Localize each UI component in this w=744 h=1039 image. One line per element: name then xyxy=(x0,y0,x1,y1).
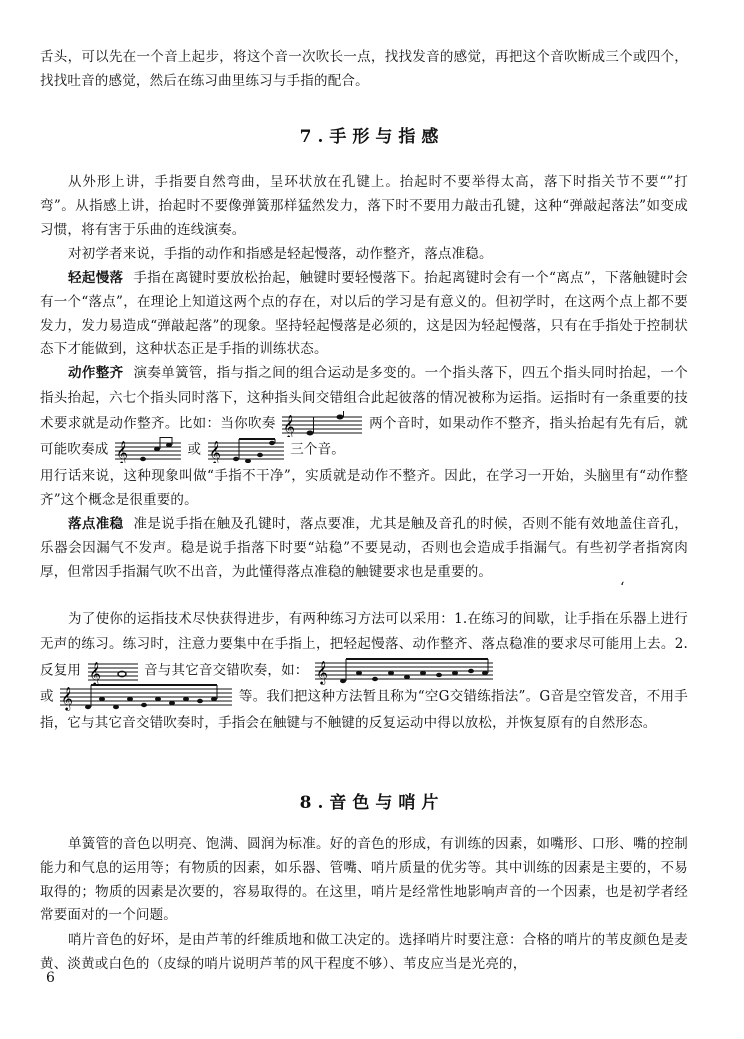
section-7-para-7-cont xyxy=(40,683,688,736)
section-7-title: 7.手形与指感 xyxy=(299,127,445,147)
para-4-text-a: 演奏单簧管，指与指之间的组合运动是多变的。一个指头落下，四五个指头同时抬起，一个指头抬起，六七个指头同时落下，这种指头间交错组合此起彼落的情况被称为运指。运指时有一条重要的技术要求就是动作整齐。比如：当你吹奏 xyxy=(40,365,688,432)
section-7-para-2: 对初学者来说，手指的动作和指感是轻起慢落，动作整齐，落点准稳。 xyxy=(68,246,493,262)
section-8-para-1: 单簧管的音色以明亮、饱满、圆润为标准。好的音色的形成，有训练的因素，如嘴形、口形、嘴的控制能力和气息的运用等；有物质的因素，如乐器、管嘴、哨片质量的优劣等。其中训练的因素是主要的，不易取得的；物质的因素是次要的，容易取得的。在这里，哨片是经常性地影响声音的一个因素，也是初学者经常要面对的一个问题。 xyxy=(40,836,688,924)
section-7-para-7 xyxy=(40,607,688,685)
svg-text:𝄞: 𝄞 xyxy=(88,661,101,684)
svg-text:𝄞: 𝄞 xyxy=(208,440,221,463)
music-notation-exercise-2 xyxy=(58,683,234,711)
para-3-text: 手指在离键时要放松抬起，触键时要轻慢落下。抬起离键时会有一个“离点”，下落触键时会有一个“落点”，在理论上知道这两个点的存在，对以后的学习是有意义的。但初学时，在这两个点上都不要发力，发力易造成“弹敲起落”的现象。坚持轻起慢落是必须的，这是因为轻起慢落，只有在手指处于控制状态下才能做到，这种状态正是手指的训练状态。 xyxy=(40,270,688,358)
para-7-text-c: 等。我们把这种方法暂且称为“空G交错练指法”。G音是空管发音，不用手指，它与其它音交错吹奏时，手指会在触键与不触键的反复运动中得以放松，并恢复原有的自然形态。 xyxy=(40,688,689,731)
para-6-text: 准是说手指在触及孔键时，落点要准，尤其是触及音孔的时候，否则不能有效地盖住音孔，乐器会因漏气不发声。稳是说手指落下时要“站稳”不要晃动，否则也会造成手指漏气。有些初学者指窝肉厚，但常因手指漏气吹不出音，为此懂得落点准稳的触键要求也是重要的。 xyxy=(40,516,688,580)
para-7-text-a: 为了使你的运指技术尽快获得进步，有两种练习方法可以采用：1.在练习的间歇，让手指在乐器上进行无声的练习。练习时，注意力要集中在手指上，把轻起慢落、动作整齐、落点稳准的要求尽可能用上去。2.反复用 xyxy=(40,611,688,679)
music-notation-two-notes xyxy=(280,411,364,437)
svg-text:𝄞: 𝄞 xyxy=(283,414,296,437)
para-7-or: 或 xyxy=(40,688,54,705)
svg-text:𝄞: 𝄞 xyxy=(61,686,74,710)
music-notation-open-g xyxy=(86,658,140,684)
section-7-para-3 xyxy=(40,267,688,362)
para-4-text-c: 三个音。 xyxy=(290,441,346,458)
svg-text:𝄞: 𝄞 xyxy=(116,440,129,463)
svg-text:𝄞: 𝄞 xyxy=(316,660,329,684)
intro-paragraph: 舌头，可以先在一个音上起步，将这个音一次吹长一点，找找发音的感觉，再把这个音吹断成三个或四个，找找吐音的感觉，然后在练习曲里练习与手指的配合。 xyxy=(40,49,688,89)
para-4-text-b: 两个音时，如果动作不整齐，指头抬起有先有后，就可能吹奏成 xyxy=(40,415,688,458)
section-8-title: 8.音色与哨片 xyxy=(299,793,445,813)
lead-light-lift: 轻起慢落 xyxy=(68,270,124,286)
music-notation-variant-1 xyxy=(113,437,183,463)
section-7-para-5: 用行话来说，这种现象叫做“手指不干净”，实质就是动作不整齐。因此，在学习一开始，头脑里有“动作整齐”这个概念是很重要的。 xyxy=(40,468,688,508)
para-4-or: 或 xyxy=(187,441,202,458)
section-7-para-6 xyxy=(40,513,688,584)
lead-uniform-action: 动作整齐 xyxy=(68,365,124,381)
lead-accurate-landing: 落点准稳 xyxy=(68,516,124,532)
stray-mark: ʻ xyxy=(620,580,625,596)
para-7-text-b: 音与其它音交错吹奏，如： xyxy=(144,662,309,679)
music-notation-exercise-1 xyxy=(313,657,495,685)
section-7-para-1: 从外形上讲，手指要自然弯曲，呈环状放在孔键上。抬起时不要举得太高，落下时指关节不要“”打弯”。从指感上讲，抬起时不要像弹簧那样猛然发力，落下时不要用力敲击孔键，这种“弹敲起落法”如变成习惯，将有害于乐曲的连线演奏。 xyxy=(40,174,688,238)
section-7-para-4 xyxy=(40,361,688,463)
section-8-para-2: 哨片音色的好坏，是由芦苇的纤维质地和做工决定的。选择哨片时要注意：合格的哨片的苇皮颜色是麦黄、淡黄或白色的（皮绿的哨片说明芦苇的风干程度不够）、苇皮应当是光亮的， xyxy=(40,932,688,972)
music-notation-variant-2 xyxy=(206,437,286,463)
page-number: 6 xyxy=(46,970,55,986)
